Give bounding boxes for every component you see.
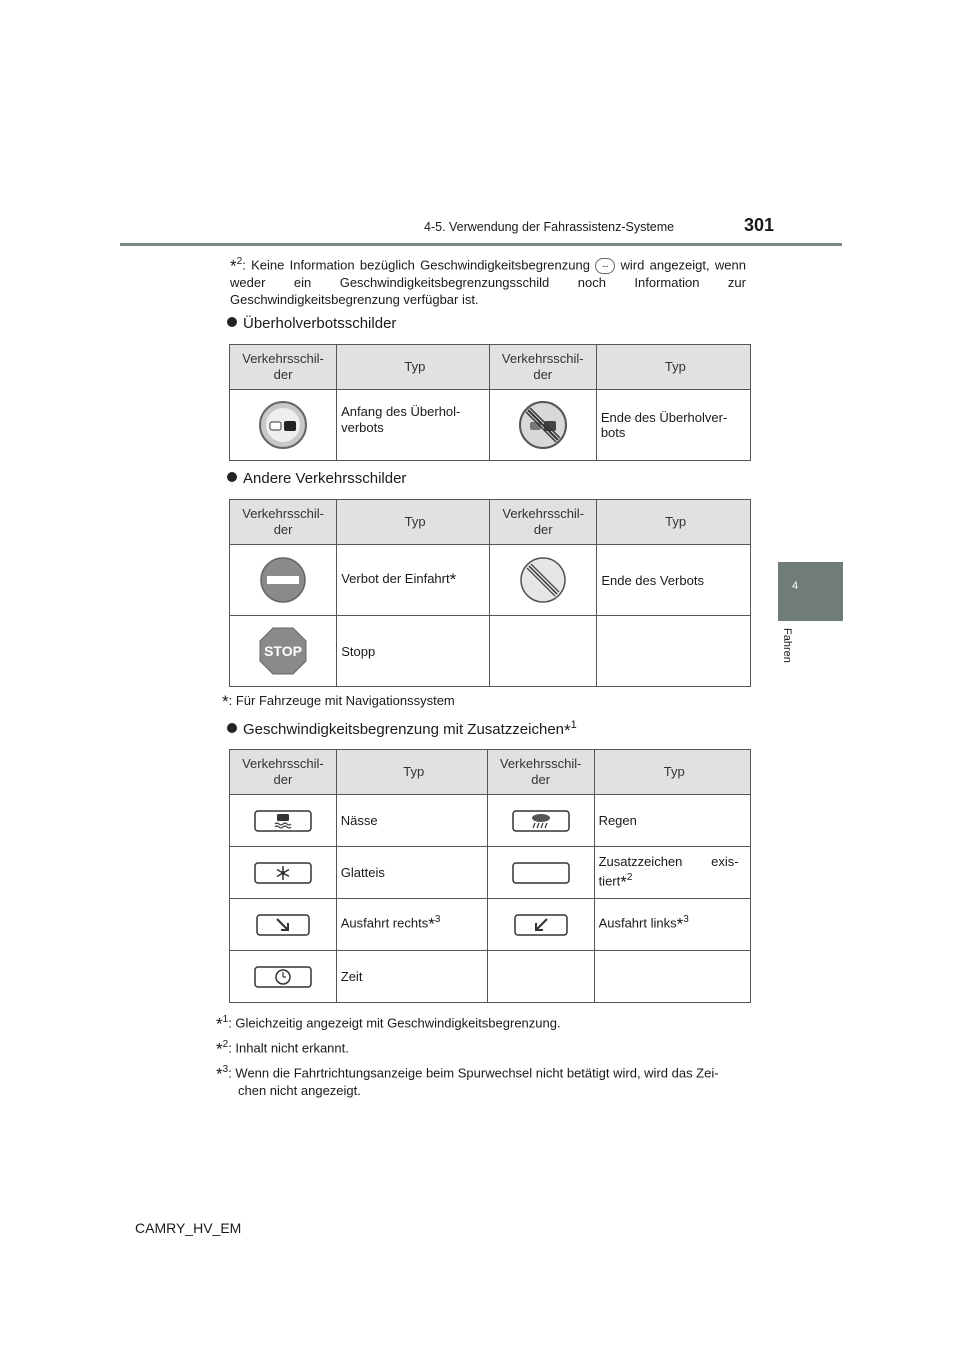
clock-time-icon bbox=[254, 966, 312, 988]
table-row bbox=[230, 545, 751, 616]
footnote-marker: * bbox=[428, 914, 435, 934]
section-heading-text: Überholverbotsschilder bbox=[243, 315, 397, 332]
empty-cell bbox=[490, 616, 597, 687]
header-sign-line2: der bbox=[273, 522, 293, 537]
footnote-marker: * bbox=[564, 721, 571, 740]
note-no-speed-info bbox=[230, 253, 746, 308]
bullet-icon bbox=[227, 472, 237, 482]
end-of-restriction-icon bbox=[519, 556, 567, 604]
footnote-marker: * bbox=[676, 914, 684, 934]
header-sign-line1: Verkehrsschil- bbox=[499, 756, 582, 771]
empty-cell bbox=[597, 616, 751, 687]
rain-icon bbox=[512, 810, 570, 832]
bullet-icon bbox=[227, 723, 237, 733]
table-row bbox=[230, 616, 751, 687]
header-type: Typ bbox=[594, 750, 750, 795]
section-heading-overtaking bbox=[227, 315, 396, 332]
type-line2: verbots bbox=[341, 420, 384, 435]
table-row bbox=[230, 795, 751, 847]
type-line2: bots bbox=[600, 425, 626, 440]
stop-sign-text: STOP bbox=[264, 643, 303, 659]
note-text-after: wird angezeigt, wenn weder ein Geschwindigkeitsbegrenzungsschild noch Information zur Geschwindigkeitsbegrenzung verfügbar ist. bbox=[230, 257, 746, 308]
stop-sign-icon bbox=[258, 626, 308, 676]
chapter-label: Fahren bbox=[781, 628, 793, 663]
header-sign-line1: Verkehrsschil- bbox=[502, 506, 585, 521]
table-header-row bbox=[230, 750, 751, 795]
section2-footnote bbox=[222, 692, 455, 710]
footnote-sup: 2 bbox=[222, 1039, 229, 1050]
header-sign-line1: Verkehrsschil- bbox=[242, 351, 324, 366]
type-text: Glatteis bbox=[336, 847, 487, 899]
footnote-text: : Inhalt nicht erkannt. bbox=[228, 1040, 349, 1056]
no-speed-limit-icon: -- bbox=[595, 258, 615, 274]
additional-signs-table bbox=[229, 749, 751, 1003]
header-sign-line2: der bbox=[531, 772, 551, 787]
no-overtaking-end-icon bbox=[518, 400, 568, 450]
footnote-sup: 3 bbox=[683, 914, 689, 926]
document-code: CAMRY_HV_EM bbox=[135, 1220, 242, 1236]
footnote-sup: 2 bbox=[626, 872, 633, 884]
table-header-row bbox=[230, 345, 751, 390]
type-line1: Zusatzzeichen exis- bbox=[598, 854, 739, 870]
footnote-sup: 3 bbox=[222, 1064, 229, 1075]
type-line2: tiert bbox=[598, 873, 621, 889]
type-text: Ausfahrt rechts bbox=[340, 915, 429, 931]
footnote-text-cont: chen nicht angezeigt. bbox=[238, 1083, 361, 1099]
header-type: Typ bbox=[596, 345, 750, 390]
footnote-marker: * bbox=[216, 1039, 223, 1059]
chapter-number: 4 bbox=[792, 580, 799, 592]
header-sign-line1: Verkehrsschil- bbox=[242, 506, 324, 521]
header-sign-line2: der bbox=[273, 772, 293, 787]
table-row bbox=[230, 899, 751, 951]
header-sign-line2: der bbox=[533, 367, 553, 382]
chapter-tab[interactable] bbox=[778, 562, 843, 621]
chapter-section-title: 4-5. Verwendung der Fahrassistenz-Systeme bbox=[424, 220, 675, 234]
footnote-sup: 1 bbox=[570, 719, 577, 731]
section-heading-other bbox=[227, 470, 406, 487]
footnote-marker: * bbox=[230, 256, 237, 276]
footnote-sup: 2 bbox=[236, 256, 243, 267]
overtaking-signs-table bbox=[229, 344, 751, 461]
no-entry-icon bbox=[259, 556, 307, 604]
footnote-3 bbox=[216, 1061, 756, 1099]
footnote-sup: 3 bbox=[434, 914, 441, 926]
table-row bbox=[230, 951, 751, 1003]
footnote-marker: * bbox=[222, 692, 229, 711]
footnote-1 bbox=[216, 1011, 561, 1032]
footnote-marker: * bbox=[216, 1064, 223, 1084]
footnote-text: : Gleichzeitig angezeigt mit Geschwindigkeitsbegrenzung. bbox=[228, 1015, 561, 1031]
header-type: Typ bbox=[337, 345, 490, 390]
section-heading-additional bbox=[227, 719, 577, 741]
header-type: Typ bbox=[336, 750, 487, 795]
header-type: Typ bbox=[337, 500, 490, 545]
header-sign-line1: Verkehrsschil- bbox=[242, 756, 324, 771]
section-heading-text: Geschwindigkeitsbegrenzung mit Zusatzzeichen bbox=[243, 721, 564, 738]
type-text: Verbot der Einfahrt bbox=[341, 571, 450, 586]
type-text: Stopp bbox=[337, 616, 490, 687]
footnote-marker: * bbox=[620, 872, 627, 892]
type-line1: Anfang des Überhol- bbox=[341, 404, 461, 419]
wet-road-icon bbox=[254, 810, 312, 832]
type-text: Zeit bbox=[336, 951, 487, 1003]
type-text: Ende des Verbots bbox=[597, 545, 751, 616]
footnote-2 bbox=[216, 1036, 349, 1057]
header-type: Typ bbox=[597, 500, 751, 545]
footnote-text: : Für Fahrzeuge mit Navigationssystem bbox=[228, 693, 455, 708]
header-sign-line1: Verkehrsschil- bbox=[501, 351, 584, 366]
header-sign-line2: der bbox=[533, 522, 553, 537]
section-heading-text: Andere Verkehrsschilder bbox=[243, 470, 407, 487]
page-number: 301 bbox=[744, 215, 775, 235]
type-text: Ausfahrt links bbox=[598, 915, 677, 931]
footnote-sup: 1 bbox=[222, 1014, 229, 1025]
no-overtaking-start-icon bbox=[258, 400, 308, 450]
other-signs-table bbox=[229, 499, 751, 687]
blank-additional-sign-icon bbox=[512, 862, 570, 884]
footnote-marker: * bbox=[449, 570, 457, 589]
type-text: Regen bbox=[594, 795, 750, 847]
type-line1: Ende des Überholver- bbox=[600, 410, 728, 425]
table-row bbox=[230, 390, 751, 461]
note-text-before: : Keine Information bezüglich Geschwindigkeitsbegrenzung bbox=[242, 257, 590, 273]
header-divider bbox=[120, 243, 842, 246]
type-text: Nässe bbox=[336, 795, 487, 847]
footnote-text: : Wenn die Fahrtrichtungsanzeige beim Spurwechsel nicht betätigt wird, wird das Zei- bbox=[228, 1065, 719, 1081]
footnote-marker: * bbox=[216, 1014, 223, 1034]
table-row bbox=[230, 847, 751, 899]
header-sign-line2: der bbox=[273, 367, 293, 382]
table-header-row bbox=[230, 500, 751, 545]
empty-cell bbox=[487, 951, 594, 1003]
exit-left-arrow-icon bbox=[514, 914, 568, 936]
empty-cell bbox=[594, 951, 750, 1003]
exit-right-arrow-icon bbox=[256, 914, 310, 936]
bullet-icon bbox=[227, 317, 237, 327]
ice-snowflake-icon bbox=[254, 862, 312, 884]
